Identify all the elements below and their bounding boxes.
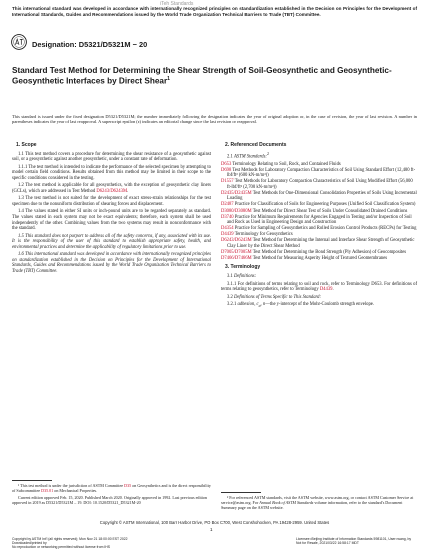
footnote-edition: Current edition approved Feb. 15, 2020. Published March 2020. Originally approved in 1992. Last previous edition approved in 2019 as D5321/D5321M – 19. DOI: 10.1520/D5321_D5321M-20	[12, 495, 207, 505]
right-footnotes	[221, 492, 417, 512]
left-footnotes	[12, 480, 211, 507]
copyright-footer: Copyright © ASTM International, 100 Barr Harbor Drive, PO Box C700, West Conshohocken, PA 19428-2959. United States	[99, 520, 330, 525]
reference-title: Practice for Sampling of Geosynthetics and Rolled Erosion Control Products (RECPs) for Testing	[233, 226, 417, 232]
title-text: Standard Test Method for Determining the Shear Strength of Soil-Geosynthetic and Geosynthetic-Geosynthetic Interfaces by Direct Shear	[12, 66, 392, 87]
reference-title: Terminology for Geosynthetics	[233, 232, 293, 238]
para-1-1-1: 1.1.1 The test method is intended to indicate the performance of the selected specimen by attempting to model certain field conditions. Results obtained from this method may be limited in their scope to the specific conditions considered in the testing.	[12, 164, 211, 181]
reference-title: Test Method for Measuring Asperity Height of Textured Geomembranes	[251, 255, 388, 261]
para-3-2-italic: Definitions of Terms Specific to This Standard:	[233, 294, 322, 300]
link-d6243[interactable]: D6243/D6243M	[96, 188, 128, 194]
footnote-1-text-2: on Geosynthetics and is the direct responsibility of Subcommittee	[12, 483, 211, 493]
footnote-2-text: ² For referenced ASTM standards, visit the ASTM website, www.astm.org, or contact ASTM Customer Service at service@astm.org. For	[221, 495, 414, 505]
section-heading-terminology: 3. Terminology	[225, 264, 261, 271]
reference-item	[221, 232, 417, 238]
term-adhesion: adhesion, c	[237, 302, 259, 308]
reference-item	[221, 179, 417, 190]
footnote-2-italic: Annual Book of ASTM Standards	[259, 500, 314, 505]
para-3-1-1-end: .	[332, 287, 334, 293]
para-1-2-text: 1.2 The test method is applicable for all geosynthetics, with the exception of geosynthetic clay liners (GCLs), which are addressed in Test Method	[12, 183, 211, 194]
para-3-2	[221, 295, 417, 301]
reference-title: Test Method for Direct Shear Test of Soils Under Consolidated Drained Conditions	[251, 208, 408, 214]
term-part-of-speech: n	[262, 302, 266, 308]
wto-banner: This international standard was developed in accordance with internationally recognized principles on standardization established in the Decision on Principles for the Development of International Standards, Guides and Recommendations issued by the World Trade Organization Technical Barriers to Trade (TBT) Committee.	[12, 6, 417, 17]
para-2-1-italic: ASTM Standards:	[233, 154, 267, 160]
term-separator: ,	[260, 302, 263, 308]
link-d4439-term[interactable]: D4439	[319, 287, 333, 293]
reference-code-link[interactable]: D6243/D6243M	[221, 238, 252, 244]
para-1-6: 1.6 This international standard was developed in accordance with internationally recognized principles on standardization established in the Decision on Principles for the Development of International Standards, Guides and Recommendations issued by the World Trade Organization Technical Barriers to Trade (TBT) Committee.	[12, 252, 211, 274]
para-3-1-label: 3.1	[227, 273, 234, 279]
reference-code-link[interactable]: D7466/D7466M	[221, 255, 252, 261]
para-1-1: 1.1 This test method covers a procedure for determining the shear resistance of a geosynthetic against soil, or a geosynthetic against another geosynthetic, under a constant rate of deformation.	[12, 151, 211, 163]
reference-title: Practice for Minimum Requirements for Agencies Engaged in Testing and/or Inspection of Soil and Rock as Used in Engineering Design and Construction	[227, 214, 412, 226]
reference-code-link[interactable]: D2435/D2435M	[221, 190, 252, 196]
title-footnote-mark: 1	[167, 76, 170, 83]
reference-title: Test Method for Determining the Internal and Interface Shear Strength of Geosynthetic Clay Liner by the Direct Shear Method	[227, 238, 415, 249]
reference-item	[221, 250, 417, 256]
right-column	[221, 143, 417, 312]
reference-title: Test Methods for Laboratory Compaction Characteristics of Soil Using Modified Effort (56,000 ft-lbf/ft³ (2,700 kN-m/m³))	[227, 179, 413, 190]
para-3-2-1	[221, 302, 417, 309]
para-3-2-1-label: 3.2.1	[227, 302, 238, 308]
page-number: 1	[210, 527, 213, 532]
term-adhesion-sub: a	[258, 304, 261, 309]
para-2-1-sup: 2	[266, 151, 269, 156]
reference-item	[221, 191, 417, 202]
issued-under-notice: This standard is issued under the fixed designation D5321/D5321M; the number immediately following the designation indicates the year of original adoption or, in the case of revision, the year of last revision. A number in parentheses indicates the year of last reapproval. A superscript epsilon (ε) indicates an editorial change since the last revision or reapproval.	[12, 114, 417, 125]
reference-code-link[interactable]: D4354	[221, 226, 234, 232]
para-1-4: 1.4 The values stated in either SI units or inch-pound units are to be regarded separately as standard. The values stated in each system may not be exact equivalents; therefore, each system shall be used independently of the other. Combining values from the two systems may result in nonconformance with the standard.	[12, 209, 211, 232]
designation: Designation: D5321/D5321M − 20	[32, 40, 148, 49]
reference-title: Test Methods for One-Dimensional Consolidation Properties of Soils Using Incremental Loading	[227, 190, 417, 202]
reference-item	[221, 215, 417, 226]
document-title	[12, 66, 417, 87]
reference-code-link[interactable]: D7005/D7005M	[221, 249, 252, 255]
reference-item	[221, 209, 417, 215]
reference-code-link[interactable]: D698	[221, 167, 232, 173]
reference-title: Test Methods for Laboratory Compaction Characteristics of Soil Using Standard Effort (12,400 ft-lbf/ft³ (600 kN-m/m³))	[227, 167, 416, 179]
section-heading-referenced-documents: 2. Referenced Documents	[225, 142, 287, 148]
footnote-1-text: ¹ This test method is under the jurisdiction of ASTM Committee	[18, 483, 125, 488]
reference-code-link[interactable]: D3740	[221, 214, 234, 220]
para-1-3: 1.3 The test method is not suited for the development of exact stress-strain relationships for the test specimen due to the nonuniform distribution of shearing forces and displacement.	[12, 196, 211, 207]
footnote-2-text-2: volume information, refer to the standard's Document Summary page on the ASTM website.	[221, 500, 403, 510]
footnote-2	[221, 495, 417, 510]
reference-item	[221, 226, 417, 232]
para-1-2	[12, 183, 211, 194]
link-d35[interactable]: D35	[124, 483, 132, 488]
para-2-1-label: 2.1	[227, 154, 234, 160]
para-3-1	[221, 274, 417, 280]
section-heading-scope: 1. Scope	[16, 142, 37, 148]
footnote-rule-right	[221, 492, 261, 493]
reference-code-link[interactable]: D4439	[221, 232, 234, 238]
reference-code-link[interactable]: D2487	[221, 202, 234, 208]
reference-list	[221, 162, 417, 262]
astm-logo	[11, 34, 27, 50]
reference-item	[221, 162, 417, 168]
watermark-text: iTeh Standards	[160, 1, 194, 7]
footnote-1	[12, 483, 211, 493]
footnote-rule	[12, 480, 52, 481]
para-3-1-1	[221, 282, 417, 293]
para-1-2-end: .	[127, 188, 129, 194]
license-left: Copyright by ASTM Int'l (all rights reserved); Mon Nov 21 18:00:00 EST 2022 Downloaded/printed by No reproduction or networking permitted without license from IHS	[12, 537, 128, 550]
reference-code-link[interactable]: D1557	[221, 179, 234, 185]
footnote-1-text-3: on Mechanical Properties.	[53, 488, 98, 493]
term-definition: —the y-intercept of the Mohr-Coulomb strength envelope.	[265, 302, 374, 308]
para-2-1	[221, 152, 417, 160]
reference-code-link[interactable]: D3080/D3080M	[221, 208, 252, 214]
reference-code-link[interactable]: D653	[221, 161, 232, 167]
license-right: Licensee=Beijing Institute of Information Standards 5981101, User=wang, by Not for Resale, 2021/03/22 16:58:17 MDT	[296, 537, 412, 546]
reference-item	[221, 168, 417, 179]
reference-title: Terminology Relating to Soil, Rock, and Contained Fluids	[231, 161, 341, 167]
reference-item	[221, 238, 417, 249]
para-3-1-1-text: 3.1.1 For definitions of terms relating to soil and rock, refer to Terminology D653. For definitions of terms relating to geosynthetics, refer to Terminology	[221, 281, 417, 293]
para-3-2-label: 3.2	[227, 294, 234, 300]
reference-item	[221, 202, 417, 208]
link-d35-01[interactable]: D35.01	[41, 488, 54, 493]
reference-title: Practice for Classification of Soils for Engineering Purposes (Unified Soil Classification System)	[233, 202, 416, 208]
reference-item	[221, 256, 417, 262]
reference-title: Test Method for Determining the Bond Strength (Ply Adhesion) of Geocomposites	[251, 249, 407, 255]
para-1-5: 1.5 This standard does not purport to address all of the safety concerns, if any, associated with its use. It is the responsibility of the user of this standard to establish appropriate safety, health, and environmental practices and determine the applicability of regulatory limitations prior to use.	[12, 233, 211, 250]
para-3-1-italic: Definitions:	[233, 273, 257, 279]
left-column	[12, 143, 211, 276]
